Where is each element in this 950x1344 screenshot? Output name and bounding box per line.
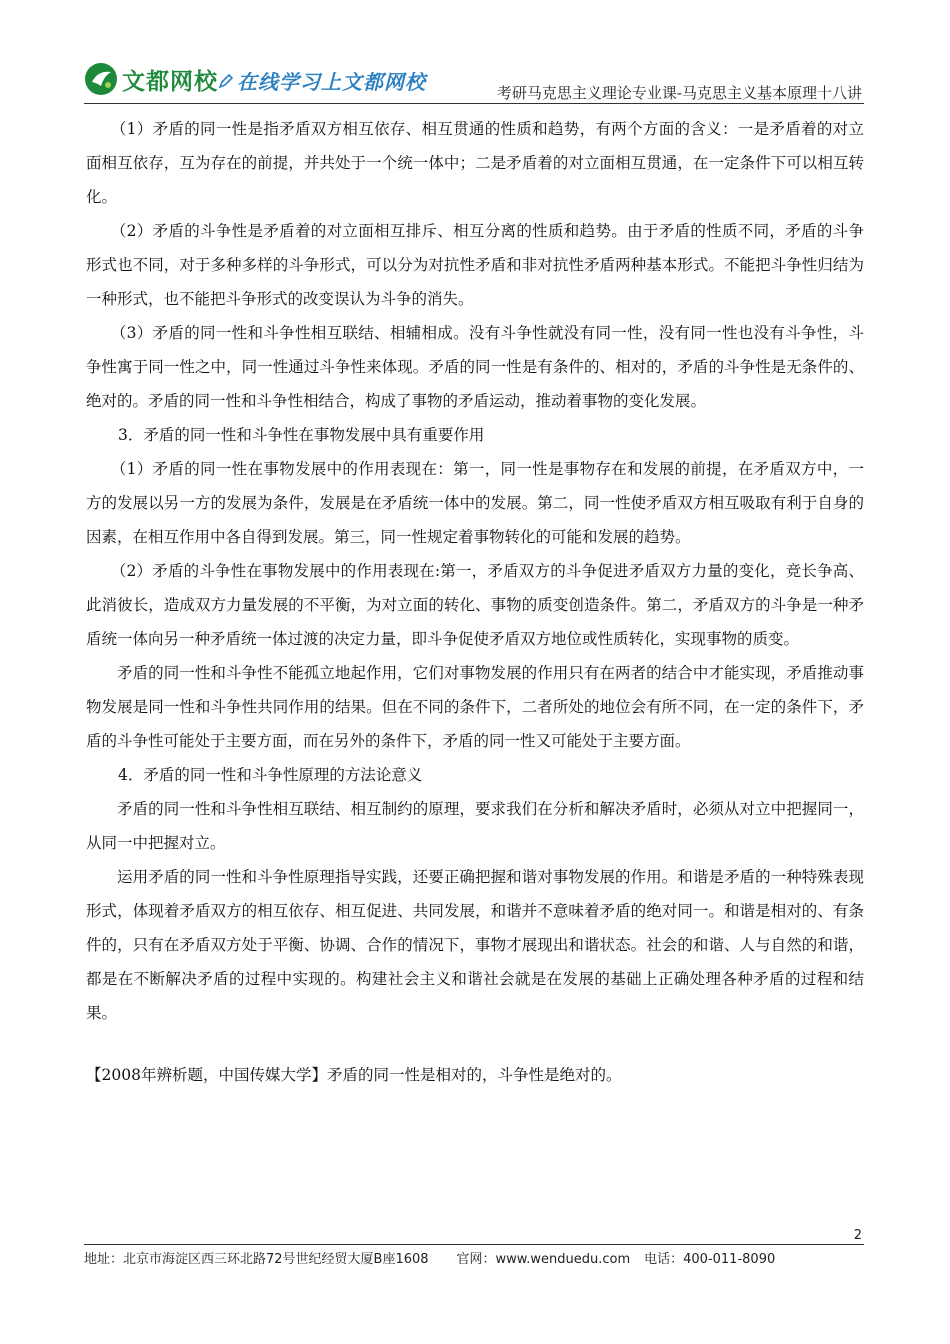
header-divider	[84, 103, 864, 104]
footer-phone: 电话：400-011-8090	[644, 1252, 776, 1267]
paragraph-identity: （1）矛盾的同一性是指矛盾双方相互依存、相互贯通的性质和趋势，有两个方面的含义：一是矛盾着的对立面相互依存，互为存在的前提，并共处于一个统一体中；二是矛盾着的对立面相互贯通，在一定条件下可以相互转化。	[86, 120, 864, 206]
spacer	[86, 1030, 864, 1058]
section-heading-3: 3．矛盾的同一性和斗争性在事物发展中具有重要作用	[118, 426, 485, 444]
course-title: 考研马克思主义理论专业课-马克思主义基本原理十八讲	[496, 84, 862, 102]
paragraph-methodology: 矛盾的同一性和斗争性相互联结、相互制约的原理，要求我们在分析和解决矛盾时，必须从对立中把握同一，从同一中把握对立。	[86, 800, 864, 852]
exam-question: 【2008年辨析题，中国传媒大学】矛盾的同一性是相对的，斗争性是绝对的。	[86, 1066, 622, 1084]
section-heading-4: 4．矛盾的同一性和斗争性原理的方法论意义	[118, 766, 423, 784]
pencil-icon	[218, 73, 234, 89]
logo-text: 文都网校	[122, 68, 218, 95]
document-body	[86, 112, 864, 1092]
page-header	[0, 0, 950, 110]
footer-divider	[84, 1244, 864, 1245]
paragraph-combined-role: 矛盾的同一性和斗争性不能孤立地起作用，它们对事物发展的作用只有在两者的结合中才能实现，矛盾推动事物发展是同一性和斗争性共同作用的结果。但在不同的条件下，二者所处的地位会有所不同，在一定的条件下，矛盾的斗争性可能处于主要方面，而在另外的条件下，矛盾的同一性又可能处于主要方面。	[86, 664, 864, 750]
wendu-logo-icon	[84, 62, 118, 96]
footer-address: 地址：北京市海淀区西三环北路72号世纪经贸大厦B座1608	[84, 1252, 429, 1267]
page-footer	[84, 1248, 775, 1267]
paragraph-struggle: （2）矛盾的斗争性是矛盾着的对立面相互排斥、相互分离的性质和趋势。由于矛盾的性质不同，矛盾的斗争形式也不同，对于多种多样的斗争形式，可以分为对抗性矛盾和非对抗性矛盾两种基本形式。不能把斗争性归结为一种形式，也不能把斗争形式的改变误认为斗争的消失。	[86, 222, 864, 308]
paragraph-harmony: 运用矛盾的同一性和斗争性原理指导实践，还要正确把握和谐对事物发展的作用。和谐是矛盾的一种特殊表现形式，体现着矛盾双方的相互依存、相互促进、共同发展，和谐并不意味着矛盾的绝对同一。和谐是相对的、有条件的，只有在矛盾双方处于平衡、协调、合作的情况下，事物才展现出和谐状态。社会的和谐、人与自然的和谐，都是在不断解决矛盾的过程中实现的。构建社会主义和谐社会就是在发展的基础上正确处理各种矛盾的过程和结果。	[86, 868, 864, 1022]
paragraph-relation: （3）矛盾的同一性和斗争性相互联结、相辅相成。没有斗争性就没有同一性，没有同一性也没有斗争性，斗争性寓于同一性之中，同一性通过斗争性来体现。矛盾的同一性是有条件的、相对的，矛盾的斗争性是无条件的、绝对的。矛盾的同一性和斗争性相结合，构成了事物的矛盾运动，推动着事物的变化发展。	[86, 324, 864, 410]
paragraph-struggle-role: （2）矛盾的斗争性在事物发展中的作用表现在:第一，矛盾双方的斗争促进矛盾双方力量的变化，竞长争高、此消彼长，造成双方力量发展的不平衡，为对立面的转化、事物的质变创造条件。第二，矛盾双方的斗争是一种矛盾统一体向另一种矛盾统一体过渡的决定力量，即斗争促使矛盾双方地位或性质转化，实现事物的质变。	[86, 562, 864, 648]
footer-website: 官网：www.wenduedu.com	[456, 1252, 631, 1267]
page-number: 2	[853, 1228, 862, 1243]
paragraph-identity-role: （1）矛盾的同一性在事物发展中的作用表现在：第一，同一性是事物存在和发展的前提，在矛盾双方中，一方的发展以另一方的发展为条件，发展是在矛盾统一体中的发展。第二，同一性使矛盾双方相互吸取有利于自身的因素，在相互作用中各自得到发展。第三，同一性规定着事物转化的可能和发展的趋势。	[86, 460, 864, 546]
logo	[84, 62, 218, 96]
slogan-text: 在线学习上文都网校	[237, 70, 426, 94]
slogan	[218, 66, 426, 95]
